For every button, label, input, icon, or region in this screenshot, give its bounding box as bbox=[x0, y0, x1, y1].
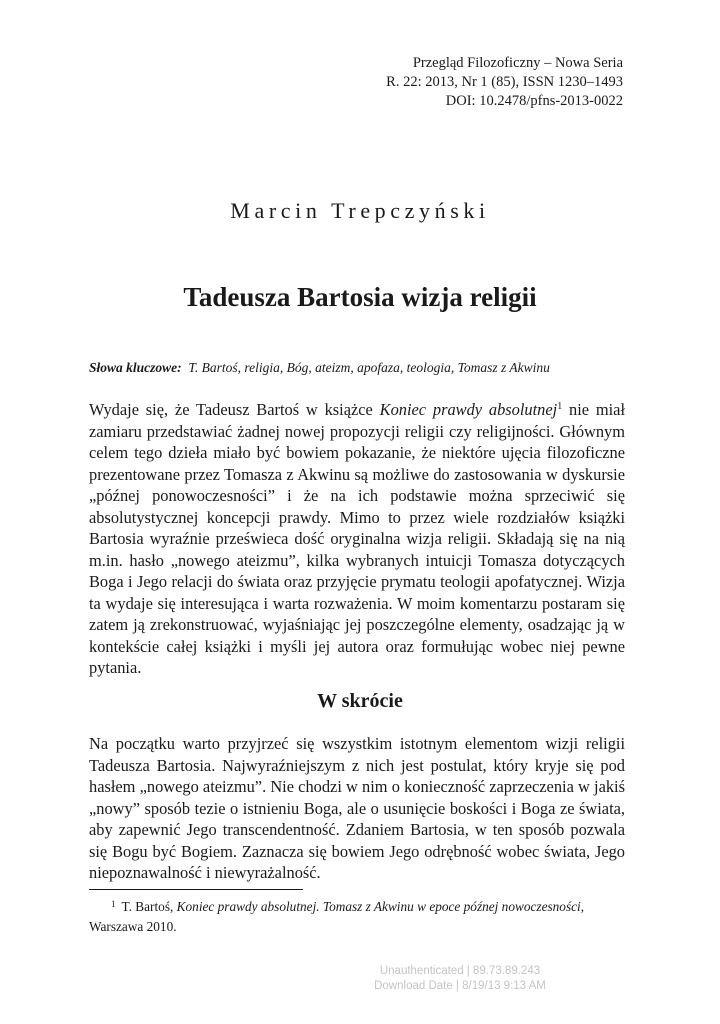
journal-doi: DOI: 10.2478/pfns-2013-0022 bbox=[445, 93, 623, 109]
paragraph-summary: Na początku warto przyjrzeć się wszystkim istotnym elementom wizji religii Tadeusza Bartosia. Najwyraźniejszym z nich jest postulat, który kryje się pod hasłem „nowego ateizmu”. Nie chodzi w nim o konieczność zaprzeczenia w jakiś „nowy” sposób tezie o istnieniu Boga, ale o usunięcie boskości i Boga ze świata, aby zapewnić Jego transcendentność. Zdaniem Bartosia, w ten sposób pozwala się Bogu być Bogiem. Zaznacza się bowiem Jego odrębność wobec świata, Jego niepoznawalność i niewyrażalność. bbox=[89, 734, 625, 882]
keywords-text: T. Bartoś, religia, Bóg, ateizm, apofaza, teologia, Tomasz z Akwinu bbox=[188, 360, 550, 375]
footnote-ref[interactable]: 1 bbox=[557, 401, 563, 412]
paragraph-intro-rest: nie miał zamiaru przedstawiać żadnej nowej propozycji religii czy religijności. Głównym celem tego dzieła miało być bowiem pokazanie, że niektóre ujęcia filozoficzne prezentowane przez Tomasza z Akwinu są możliwe do zastosowania w dyskursie „późnej ponowoczesności” i że na ich podstawie można sprzeciwić się absolutystycznej koncepcji prawdy. Mimo to przez wiele rozdziałów książki Bartosia wyraźnie prześwieca dość oryginalna wizja religii. Składają się na nią m.in. hasło „nowego ateizmu”, kilka wybranych intuicji Tomasza dotyczących Boga i Jego relacji do świata oraz przyjęcie prymatu teologii apofatycznej. Wizja ta wydaje się interesująca i warta rozważenia. W moim komentarzu postaram się zatem ją zrekonstruować, wyjaśniając jej poszczególne elementy, osadzając ją w kontekście całej książki i myśli jej autora oraz formułując wobec niej pewne pytania. bbox=[89, 400, 625, 677]
keywords bbox=[89, 360, 625, 376]
keywords-label: Słowa kluczowe: bbox=[89, 360, 182, 375]
footnote-number: 1 bbox=[111, 899, 116, 909]
paragraph-intro-start: Wydaje się, że Tadeusz Bartoś w książce bbox=[89, 400, 380, 419]
footnote-title: Koniec prawdy absolutnej. Tomasz z Akwinu w epoce późnej nowoczesności bbox=[176, 899, 581, 914]
section-heading: W skrócie bbox=[317, 690, 403, 712]
journal-header bbox=[386, 54, 623, 111]
footnote-divider bbox=[89, 889, 303, 890]
watermark bbox=[360, 964, 560, 994]
journal-name: Przegląd Filozoficzny – Nowa Seria bbox=[412, 55, 623, 71]
journal-volume: R. 22: 2013, Nr 1 (85), ISSN 1230–1493 bbox=[386, 74, 623, 90]
footnote-author: T. Bartoś, bbox=[121, 899, 177, 914]
paragraph-intro bbox=[89, 399, 625, 679]
watermark-date: Download Date | 8/19/13 9:13 AM bbox=[374, 980, 546, 992]
article-title: Tadeusza Bartosia wizja religii bbox=[183, 282, 537, 312]
book-title: Koniec prawdy absolutnej bbox=[379, 400, 558, 419]
author-name: Marcin Trepczyński bbox=[230, 198, 490, 223]
watermark-auth: Unauthenticated | 89.73.89.243 bbox=[379, 965, 541, 977]
footnote-rest: , Warszawa 2010. bbox=[89, 899, 585, 934]
footnote bbox=[89, 897, 625, 937]
